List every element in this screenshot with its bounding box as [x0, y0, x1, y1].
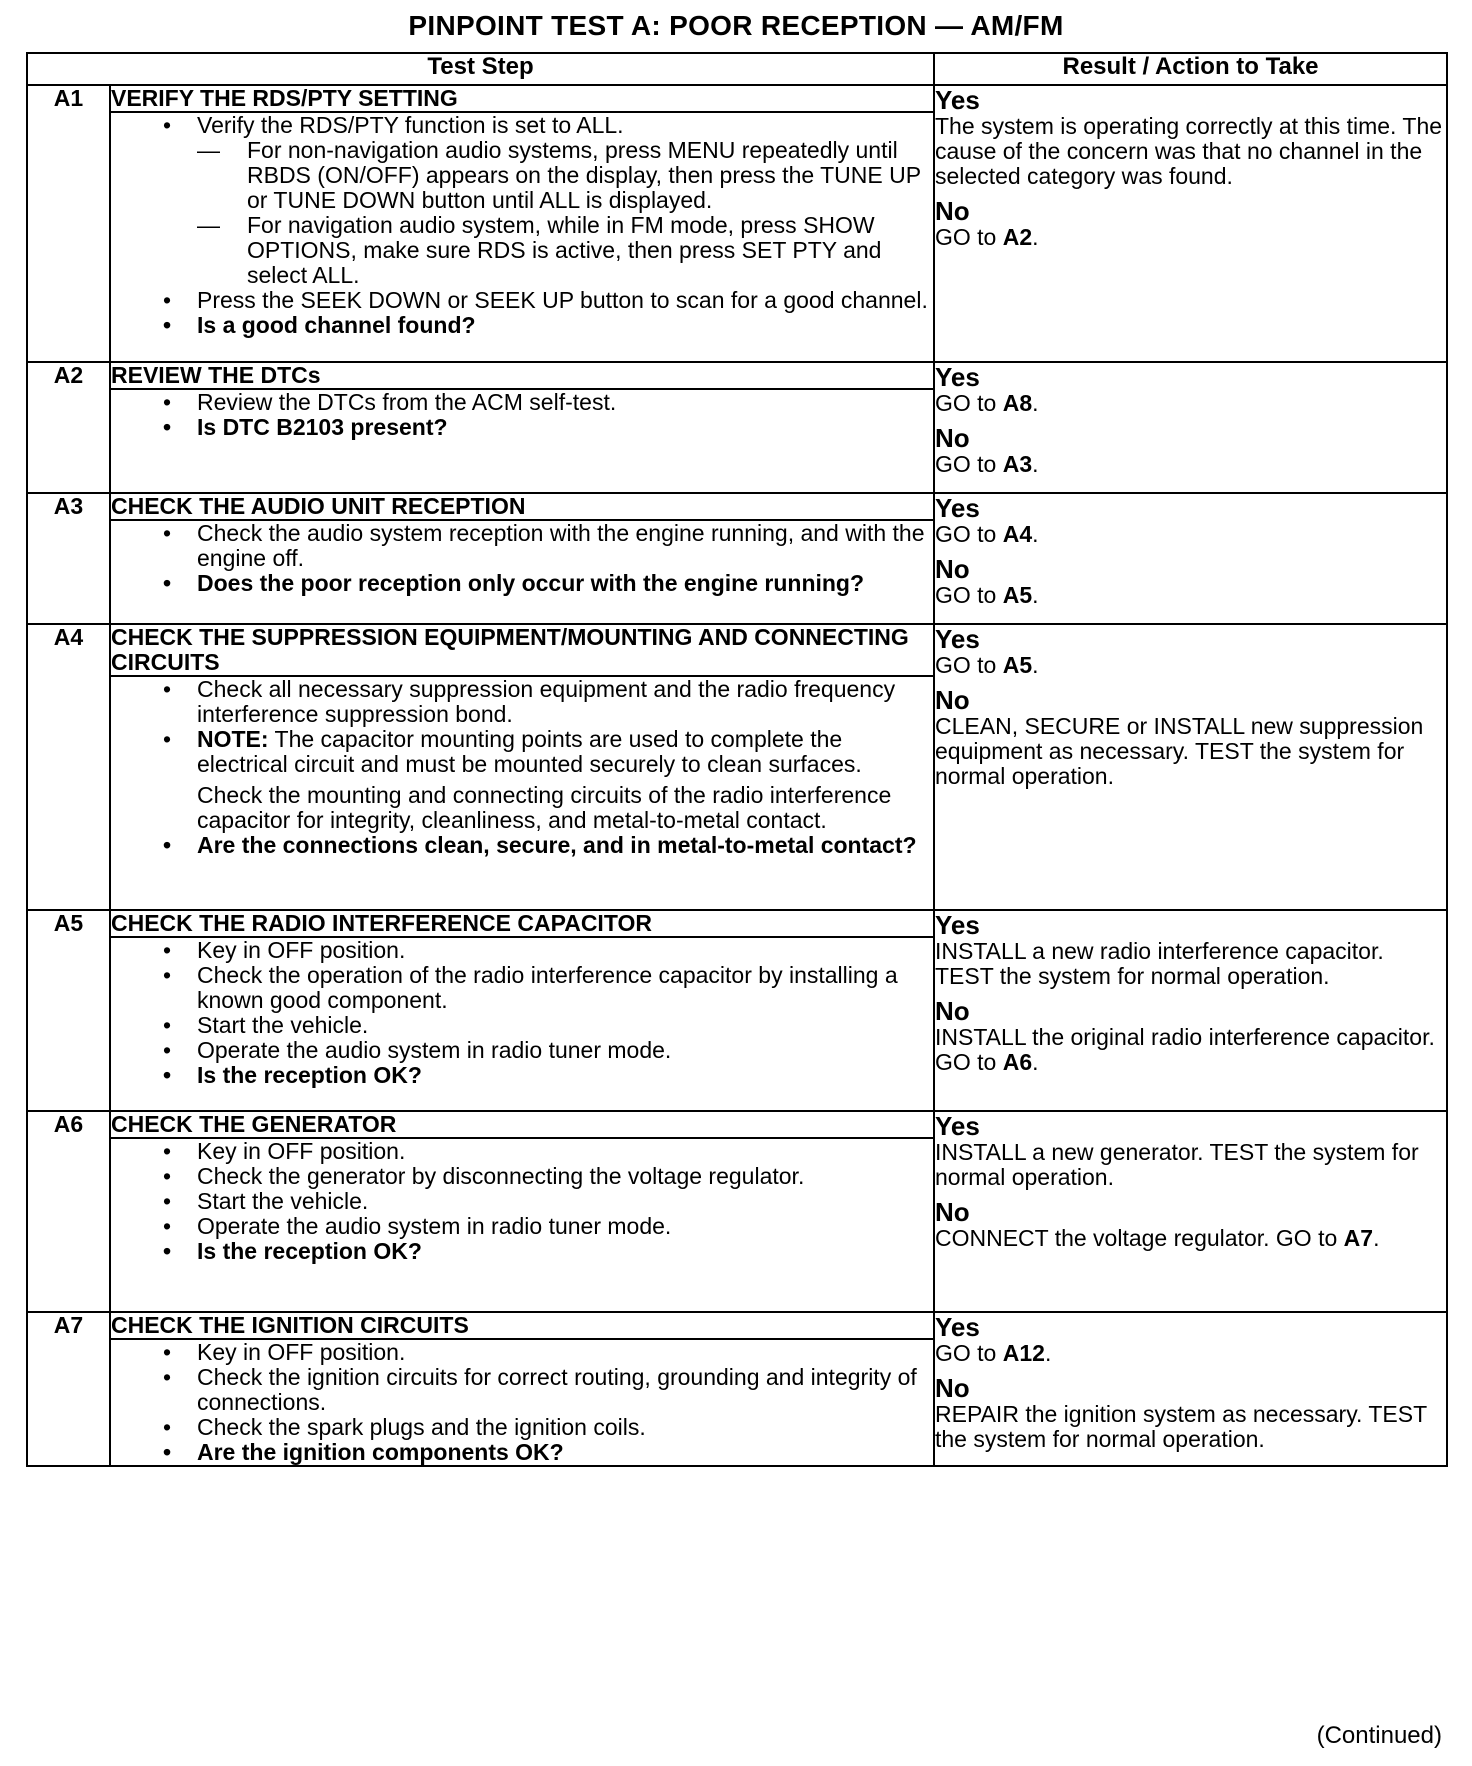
bullet-item	[163, 1012, 933, 1038]
result-text: GO to	[935, 390, 1003, 416]
step-id: A6	[27, 1111, 110, 1312]
pinpoint-test-table	[26, 52, 1448, 1467]
bullet-item	[163, 1138, 933, 1164]
result-cell	[934, 493, 1447, 624]
bullet-item	[163, 389, 933, 415]
result-text-end: .	[1032, 1049, 1039, 1075]
dash-icon: —	[197, 137, 220, 163]
result-yes-text	[935, 939, 1446, 989]
bullet-item	[163, 520, 933, 571]
bullet-icon: •	[163, 1062, 172, 1088]
result-text-end: .	[1044, 1340, 1052, 1366]
result-yes-text	[935, 522, 1446, 547]
result-no	[935, 555, 1446, 608]
step-reference: A5	[1002, 582, 1033, 608]
result-text-end: .	[1032, 652, 1039, 678]
bullet-icon: •	[163, 1339, 172, 1365]
result-text: GO to	[935, 224, 1003, 250]
bullet-text: Check all necessary suppression equipment and the radio frequency interference suppression bond.	[197, 676, 896, 727]
step-title-row	[27, 910, 1447, 937]
result-text-end: .	[1032, 390, 1039, 416]
bullet-text: Are the ignition components OK?	[197, 1439, 564, 1465]
sub-bullet-text: For navigation audio system, while in FM mode, press SHOW OPTIONS, make sure RDS is active, then press SET PTY and select ALL.	[247, 212, 882, 288]
bullet-icon: •	[163, 1439, 172, 1465]
result-cell	[934, 624, 1447, 910]
bullet-text: Start the vehicle.	[197, 1012, 369, 1038]
result-yes	[935, 625, 1446, 678]
result-yes-text	[935, 1341, 1446, 1366]
bullet-text: Key in OFF position.	[197, 1138, 406, 1164]
result-cell	[934, 910, 1447, 1111]
bullet-text: Review the DTCs from the ACM self-test.	[197, 389, 617, 415]
result-no-label: No	[935, 685, 970, 715]
result-yes-label: Yes	[935, 85, 980, 115]
result-text: GO to	[935, 582, 1003, 608]
result-yes	[935, 86, 1446, 189]
step-reference: A4	[1002, 521, 1033, 547]
bullet-item	[163, 1163, 933, 1189]
bullet-item	[163, 287, 933, 313]
step-bullets	[111, 938, 933, 1088]
step-title-row	[27, 85, 1447, 112]
bullet-icon: •	[163, 1414, 172, 1440]
bullet-text: Operate the audio system in radio tuner mode.	[197, 1037, 672, 1063]
bullet-icon: •	[163, 414, 172, 440]
result-no-text	[935, 583, 1446, 608]
result-text-end: .	[1032, 224, 1039, 250]
result-no-text	[935, 1025, 1446, 1075]
result-text-end: .	[1032, 521, 1039, 547]
result-yes-text	[935, 391, 1446, 416]
result-yes-label: Yes	[935, 1111, 980, 1141]
bullet-icon: •	[163, 1364, 172, 1390]
step-title: CHECK THE SUPPRESSION EQUIPMENT/MOUNTING AND CONNECTING CIRCUITS	[110, 624, 934, 676]
result-yes-text	[935, 1140, 1446, 1190]
step-title-row	[27, 1111, 1447, 1138]
result-cell	[934, 85, 1447, 362]
step-reference: A6	[1002, 1049, 1033, 1075]
step-body	[110, 112, 934, 362]
result-text-end: .	[1032, 582, 1039, 608]
result-no-label: No	[935, 1197, 970, 1227]
step-reference: A7	[1343, 1225, 1374, 1251]
bullet-text: Verify the RDS/PTY function is set to ALL.	[197, 112, 624, 138]
step-title: REVIEW THE DTCs	[110, 362, 934, 389]
note-prefix: NOTE:	[197, 726, 269, 752]
result-yes	[935, 1112, 1446, 1190]
step-reference: A8	[1002, 390, 1033, 416]
bullet-item	[163, 1439, 933, 1465]
bullet-text: Check the operation of the radio interference capacitor by installing a known good component.	[197, 962, 898, 1013]
result-text: CONNECT the voltage regulator. GO to	[935, 1225, 1344, 1251]
page-title: PINPOINT TEST A: POOR RECEPTION — AM/FM	[408, 10, 1064, 41]
bullet-icon: •	[163, 1163, 172, 1189]
bullet-text: Key in OFF position.	[197, 937, 406, 963]
bullet-item	[163, 312, 933, 338]
result-cell	[934, 362, 1447, 493]
step-id: A1	[27, 85, 110, 362]
result-cell	[934, 1111, 1447, 1312]
bullet-icon: •	[163, 570, 172, 596]
bullet-item	[163, 962, 933, 1013]
bullet-text: Is DTC B2103 present?	[197, 414, 448, 440]
result-no-label: No	[935, 423, 970, 453]
step-title: CHECK THE IGNITION CIRCUITS	[110, 1312, 934, 1339]
bullet-item	[163, 112, 933, 288]
result-no-label: No	[935, 196, 970, 226]
step-title-row	[27, 1312, 1447, 1339]
bullet-text: Is the reception OK?	[197, 1238, 422, 1264]
result-text: GO to	[935, 451, 1003, 477]
result-yes-label: Yes	[935, 493, 980, 523]
step-bullets	[111, 390, 933, 440]
bullet-item	[163, 676, 933, 727]
step-id: A5	[27, 910, 110, 1111]
step-title: CHECK THE AUDIO UNIT RECEPTION	[110, 493, 934, 520]
result-no-label: No	[935, 996, 970, 1026]
result-text: REPAIR the ignition system as necessary. TEST the system for normal operation.	[935, 1401, 1427, 1452]
result-yes-label: Yes	[935, 1312, 980, 1342]
bullet-icon: •	[163, 1188, 172, 1214]
header-result-action: Result / Action to Take	[934, 53, 1447, 85]
step-reference: A3	[1002, 451, 1033, 477]
result-no-text	[935, 225, 1446, 250]
step-title: CHECK THE RADIO INTERFERENCE CAPACITOR	[110, 910, 934, 937]
result-yes-text	[935, 653, 1446, 678]
result-yes	[935, 494, 1446, 547]
result-no-text	[935, 452, 1446, 477]
step-reference: A2	[1002, 224, 1033, 250]
result-no	[935, 1374, 1446, 1452]
sub-bullets	[197, 138, 933, 288]
result-text-end: .	[1373, 1225, 1380, 1251]
result-no-text	[935, 1402, 1446, 1452]
sub-bullet-item	[197, 212, 933, 288]
step-body	[110, 937, 934, 1111]
result-no	[935, 686, 1446, 789]
step-bullets	[111, 1340, 933, 1465]
result-no	[935, 424, 1446, 477]
step-bullets	[111, 677, 933, 858]
bullet-item	[163, 937, 933, 963]
bullet-item	[163, 1213, 933, 1239]
bullet-icon: •	[163, 1213, 172, 1239]
bullet-icon: •	[163, 1012, 172, 1038]
result-yes	[935, 911, 1446, 989]
bullet-text: Is the reception OK?	[197, 1062, 422, 1088]
continued-note: (Continued)	[1316, 1722, 1442, 1749]
bullet-item	[163, 1062, 933, 1088]
bullet-icon: •	[163, 676, 172, 702]
sub-bullet-item	[197, 137, 933, 213]
result-text: The system is operating correctly at this time. The cause of the concern was that no channel in the selected category was found.	[935, 113, 1443, 189]
result-text: INSTALL the original radio interference capacitor. GO to	[935, 1024, 1435, 1075]
result-yes-label: Yes	[935, 624, 980, 654]
bullet-icon: •	[163, 1238, 172, 1264]
table-body	[27, 85, 1447, 1466]
sub-bullet-text: For non-navigation audio systems, press MENU repeatedly until RBDS (ON/OFF) appears on the display, then press the TUNE UP or TUNE DOWN button until ALL is displayed.	[247, 137, 921, 213]
step-title-row	[27, 624, 1447, 676]
bullet-icon: •	[163, 1138, 172, 1164]
result-yes-label: Yes	[935, 910, 980, 940]
bullet-item	[163, 832, 933, 858]
bullet-icon: •	[163, 287, 172, 313]
result-text: CLEAN, SECURE or INSTALL new suppression equipment as necessary. TEST the system for normal operation.	[935, 713, 1424, 789]
result-text: INSTALL a new generator. TEST the system for normal operation.	[935, 1139, 1419, 1190]
result-no-label: No	[935, 554, 970, 584]
step-bullets	[111, 1139, 933, 1264]
step-body	[110, 1138, 934, 1312]
bullet-item	[163, 414, 933, 440]
bullet-text: Check the ignition circuits for correct routing, grounding and integrity of connections.	[197, 1364, 917, 1415]
result-cell	[934, 1312, 1447, 1466]
step-title-row	[27, 493, 1447, 520]
bullet-item	[163, 1037, 933, 1063]
bullet-text: Key in OFF position.	[197, 1339, 406, 1365]
result-text: INSTALL a new radio interference capacitor. TEST the system for normal operation.	[935, 938, 1384, 989]
result-no	[935, 197, 1446, 250]
bullet-item	[163, 1414, 933, 1440]
step-bullets	[111, 113, 933, 338]
bullet-item	[163, 1339, 933, 1365]
result-no	[935, 997, 1446, 1075]
step-reference: A12	[1002, 1340, 1045, 1366]
bullet-icon: •	[163, 520, 172, 546]
note-paragraph: Check the mounting and connecting circuits of the radio interference capacitor for integrity, cleanliness, and metal-to-metal contact.	[197, 782, 892, 833]
bullet-text: Check the audio system reception with the engine running, and with the engine off.	[197, 520, 925, 571]
result-text: GO to	[935, 521, 1003, 547]
step-reference: A5	[1002, 652, 1033, 678]
bullet-text: Press the SEEK DOWN or SEEK UP button to scan for a good channel.	[197, 287, 928, 313]
bullet-text: Is a good channel found?	[197, 312, 476, 338]
bullet-item	[163, 570, 933, 596]
step-id: A3	[27, 493, 110, 624]
bullet-icon: •	[163, 832, 172, 858]
bullet-icon: •	[163, 962, 172, 988]
bullet-text: Start the vehicle.	[197, 1188, 369, 1214]
bullet-icon: •	[163, 389, 172, 415]
step-id: A7	[27, 1312, 110, 1466]
result-text-end: .	[1032, 451, 1039, 477]
bullet-text: The capacitor mounting points are used to complete the electrical circuit and must be mounted securely to clean surfaces.	[197, 726, 862, 777]
step-body	[110, 1339, 934, 1466]
result-yes-label: Yes	[935, 362, 980, 392]
result-text: GO to	[935, 1340, 1003, 1366]
result-no-label: No	[935, 1373, 970, 1403]
bullet-icon: •	[163, 112, 172, 138]
result-yes-text	[935, 114, 1446, 189]
header-test-step: Test Step	[27, 53, 934, 85]
step-id: A2	[27, 362, 110, 493]
bullet-item	[163, 1188, 933, 1214]
bullet-text: Are the connections clean, secure, and in metal-to-metal contact?	[197, 832, 917, 858]
step-title: VERIFY THE RDS/PTY SETTING	[110, 85, 934, 112]
result-no-text	[935, 1226, 1446, 1251]
result-text: GO to	[935, 652, 1003, 678]
bullet-item	[163, 1364, 933, 1415]
bullet-icon: •	[163, 1037, 172, 1063]
result-yes	[935, 363, 1446, 416]
bullet-item	[163, 726, 933, 833]
result-no-text	[935, 714, 1446, 789]
bullet-text: Does the poor reception only occur with the engine running?	[197, 570, 865, 596]
bullet-icon: •	[163, 726, 172, 752]
step-id: A4	[27, 624, 110, 910]
bullet-text: Operate the audio system in radio tuner mode.	[197, 1213, 672, 1239]
bullet-icon: •	[163, 937, 172, 963]
step-body	[110, 520, 934, 624]
step-title: CHECK THE GENERATOR	[110, 1111, 934, 1138]
bullet-item	[163, 1238, 933, 1264]
step-body	[110, 389, 934, 493]
step-title-row	[27, 362, 1447, 389]
bullet-text: Check the spark plugs and the ignition coils.	[197, 1414, 646, 1440]
step-bullets	[111, 521, 933, 596]
dash-icon: —	[197, 212, 220, 238]
table-header-row	[27, 53, 1447, 85]
step-body	[110, 676, 934, 910]
bullet-text: Check the generator by disconnecting the voltage regulator.	[197, 1163, 805, 1189]
result-no	[935, 1198, 1446, 1251]
bullet-icon: •	[163, 312, 172, 338]
result-yes	[935, 1313, 1446, 1366]
